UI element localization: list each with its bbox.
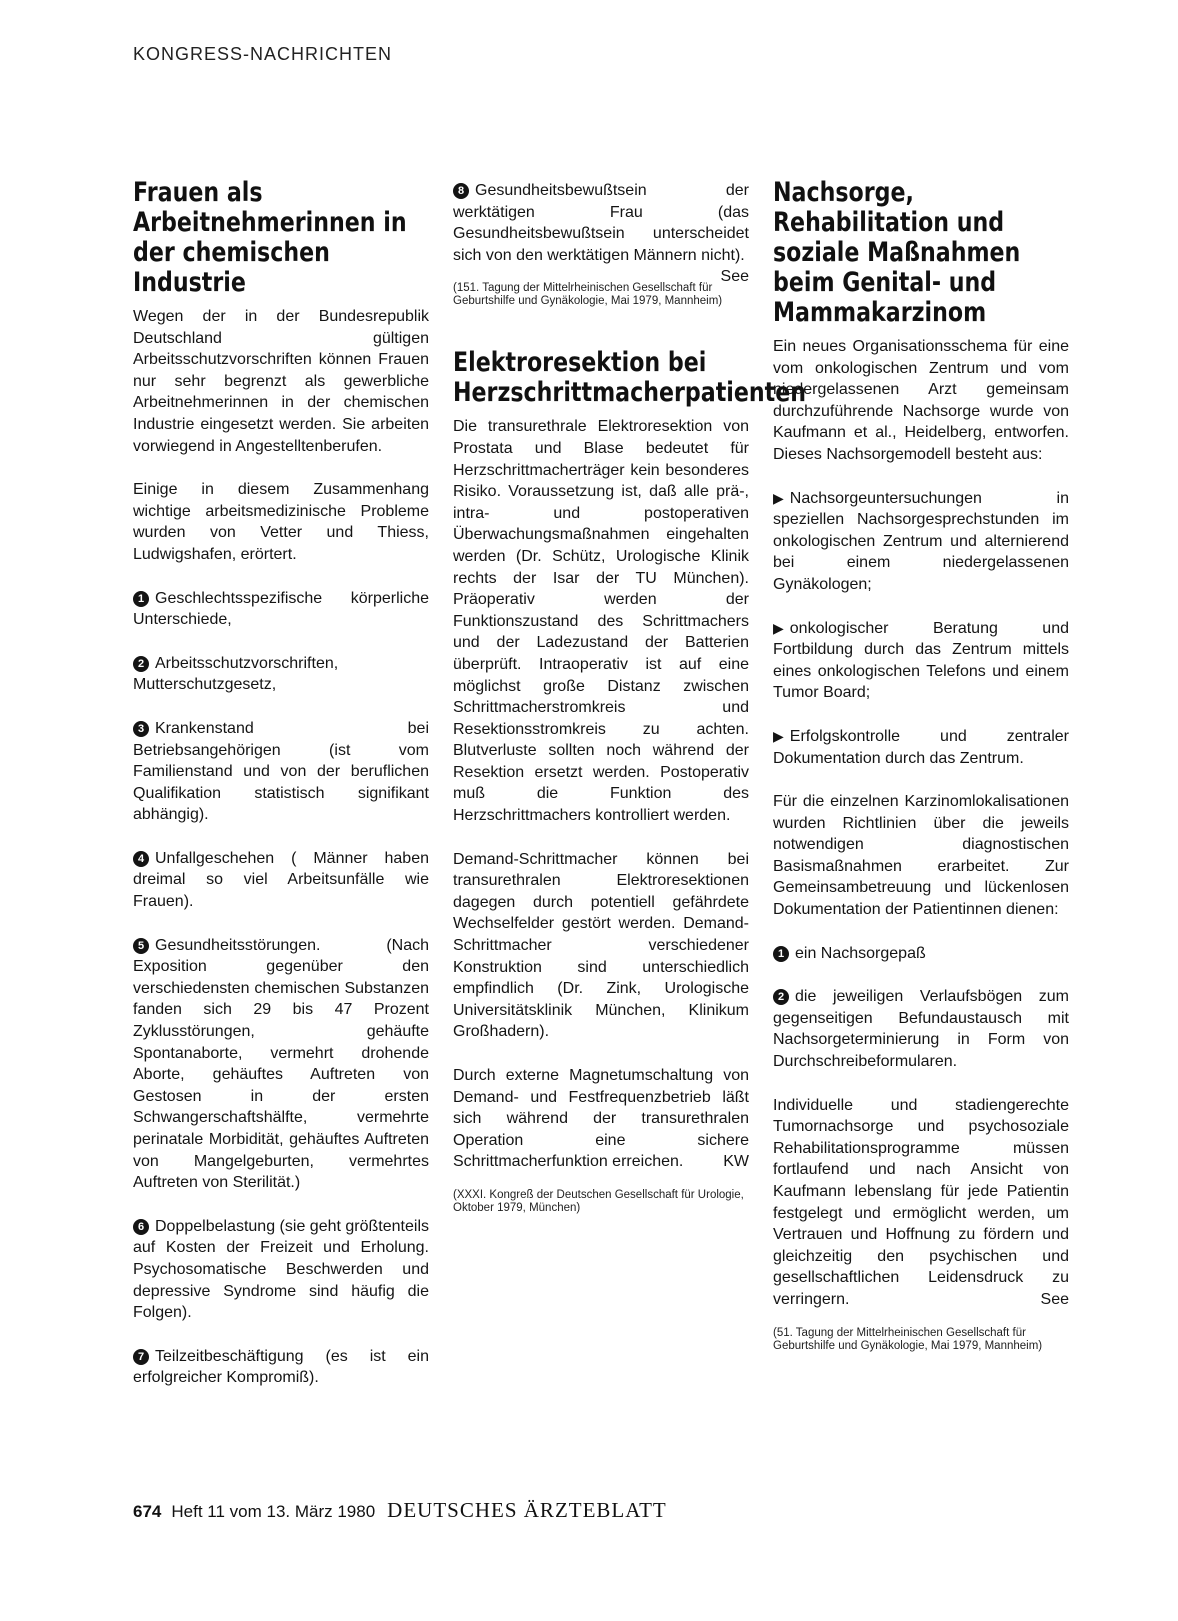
number-badge-icon: 1 xyxy=(773,946,789,962)
number-badge-icon: 8 xyxy=(453,183,469,199)
list-item-text: Krankenstand bei Betriebsangehörigen (ist vom Familienstand und von der beruflichen Qualifikation statistisch signifikant abhängig). xyxy=(133,719,429,824)
list-item-text: Gesundheitsstörungen. (Nach Exposition gegenüber den verschiedensten chemischen Substanzen fanden sich 29 bis 47 Prozent Zyklusstörungen, gehäufte Spontanaborte, vermehrt drohende Aborte, gehäuftes Auftreten von Gestosen in der ersten Schwangerschaftshälfte, vermehrte perinatale Morbidität, gehäuftes Auftreten von Mangelgeburten, vermehrtes Auftreten von Sterilität.) xyxy=(133,936,429,1192)
paragraph-text: Durch externe Magnetumschaltung von Demand- und Festfrequenzbetrieb läßt sich während der transurethralen Operation eine sichere Schrittmacherfunktion erreichen. xyxy=(453,1067,749,1171)
list-item xyxy=(133,1346,429,1389)
number-badge-icon: 2 xyxy=(773,989,789,1005)
bullet-text: onkologischer Beratung und Fortbildung durch das Zentrum mittels eines onkologischen Telefons und einem Tumor Board; xyxy=(773,619,1069,702)
list-item xyxy=(133,653,429,696)
magazine-name: DEUTSCHES ÄRZTEBLATT xyxy=(387,1498,667,1522)
article-1-paragraph-2: Einige in diesem Zusammenhang wichtige arbeitsmedizinische Probleme wurden von Vetter und Thiess, Ludwigshafen, erörtert. xyxy=(133,481,429,563)
number-badge-icon: 2 xyxy=(133,656,149,672)
list-item xyxy=(773,943,1069,965)
list-item xyxy=(133,848,429,913)
list-item xyxy=(133,1216,429,1324)
article-2-title: Elektroresektion bei Herzschrittmacherpatienten xyxy=(453,347,807,409)
article-1-title: Frauen als Arbeitnehmerinnen in der chemischen Industrie xyxy=(133,177,407,298)
bullet-text: Nachsorgeuntersuchungen in speziellen Nachsorgesprechstunden im onkologischen Zentrum und alternierend bei einem niedergelassenen Gynäkologen; xyxy=(773,489,1069,593)
article-source: (XXXI. Kongreß der Deutschen Gesellschaft für Urologie, Oktober 1979, München) xyxy=(453,1188,744,1214)
column-2 xyxy=(453,180,807,1215)
number-badge-icon: 6 xyxy=(133,1219,149,1235)
article-2-paragraph-2: Demand-Schrittmacher können bei transurethralen Elektroresektionen dagegen durch potentiell gefährdete Wechselfelder gestört werden. Demand-Schrittmacher verschiedener Konstruktion sind unterschiedlich empfindlich (Dr. Zink, Urologische Universitätsklinik München, Klinikum Großhadern). xyxy=(453,850,749,1041)
article-3-title: Nachsorge, Rehabilitation und soziale Maßnahmen beim Genital- und Mammakarzinom xyxy=(773,177,1021,328)
paragraph-text: Individuelle und stadiengerechte Tumornachsorge und psychosoziale Rehabilitationsprogramme müssen fortlaufend und nach Ansicht von Kaufmann lebenslang für jede Patientin festgelegt und ermöglicht werden, um Vertrauen und Hoffnung zu fördern und gleichzeitig den psychischen und gesellschaftlichen Leidensdruck zu verringern. xyxy=(773,1096,1069,1308)
list-item-text: Geschlechtsspezifische körperliche Unterschiede, xyxy=(133,589,429,629)
list-item-text: Arbeitsschutzvorschriften, Mutterschutzgesetz, xyxy=(133,654,339,694)
bullet-item xyxy=(773,618,1069,704)
list-item xyxy=(133,935,429,1194)
list-item-text: Teilzeitbeschäftigung (es ist ein erfolgreicher Kompromiß). xyxy=(133,1347,429,1387)
list-item xyxy=(133,588,429,631)
section-label: KONGRESS-NACHRICHTEN xyxy=(133,44,393,64)
column-3 xyxy=(773,178,1069,1353)
article-3-paragraph-2: Für die einzelnen Karzinomlokalisationen wurden Richtlinien über die jeweils notwendigen diagnostischen Basismaßnahmen erarbeitet. Zur Gemeinsambetreuung und lückenlosen Dokumentation der Patientinnen dienen: xyxy=(773,793,1069,919)
triangle-bullet-icon: ▶ xyxy=(773,727,784,744)
author-signature: KW xyxy=(723,1153,749,1171)
bullet-item xyxy=(773,488,1069,596)
triangle-bullet-icon: ▶ xyxy=(773,489,784,506)
author-signature: See xyxy=(720,268,749,286)
page-number: 674 xyxy=(133,1502,162,1521)
article-source: (51. Tagung der Mittelrheinischen Gesellschaft für Geburtshilfe und Gynäkologie, Mai 1979, Mannheim) xyxy=(773,1326,1043,1352)
article-2-paragraph-1: Die transurethrale Elektroresektion von Prostata und Blase bedeutet für Herzschrittmacherträger kein besonderes Risiko. Voraussetzung ist, daß alle prä-, intra- und postoperativen Überwachungsmaßnahmen eingehalten werden (Dr. Schütz, Urologische Klinik rechts der Isar der TU München). Präoperativ werden der Funktionszustand des Schrittmachers und der Ladezustand der Batterien überprüft. Intraoperativ ist auf eine möglichst große Distanz zwischen Schrittmacherstromkreis und Resektionsstromkreis zu achten. Blutverluste sollten noch während der Resektion ersetzt werden. Postoperativ muß die Funktion des Herzschrittmachers kontrolliert werden. xyxy=(453,418,749,825)
article-3-paragraph-3 xyxy=(773,1095,1069,1311)
list-item xyxy=(773,986,1069,1072)
page-footer xyxy=(133,1498,667,1523)
author-signature: See xyxy=(1040,1290,1069,1308)
list-item xyxy=(453,180,749,286)
number-badge-icon: 5 xyxy=(133,938,149,954)
bullet-text: Erfolgskontrolle und zentraler Dokumentation durch das Zentrum. xyxy=(773,727,1069,767)
article-3-paragraph-1: Ein neues Organisationsschema für eine vom onkologischen Zentrum und vom niedergelassenen Arzt gemeinsam durchzuführende Nachsorge wurde von Kaufmann et al., Heidelberg, entworfen. Dieses Nachsorgemodell besteht aus: xyxy=(773,338,1069,463)
article-1-paragraph-1: Wegen der in der Bundesrepublik Deutschland gültigen Arbeitsschutzvorschriften können Frauen nur sehr begrenzt als gewerbliche Arbeitnehmerinnen in der chemischen Industrie eingesetzt werden. Sie arbeiten vorwiegend in Angestelltenberufen. xyxy=(133,308,429,455)
list-item xyxy=(133,718,429,826)
number-badge-icon: 3 xyxy=(133,721,149,737)
list-item-text: die jeweiligen Verlaufsbögen zum gegenseitigen Befundaustausch mit Nachsorgeterminierung in Form von Durchschreibeformularen. xyxy=(773,988,1069,1071)
list-item-text: Unfallgeschehen ( Männer haben dreimal so viel Arbeitsunfälle wie Frauen). xyxy=(133,849,429,911)
column-1 xyxy=(133,178,429,1411)
list-item-text: Gesundheitsbewußtsein der werktätigen Frau (das Gesundheitsbewußtsein unterscheidet sich von den werktätigen Männern nicht). xyxy=(453,182,749,264)
number-badge-icon: 1 xyxy=(133,591,149,607)
number-badge-icon: 7 xyxy=(133,1349,149,1365)
number-badge-icon: 4 xyxy=(133,851,149,867)
list-item-text: ein Nachsorgepaß xyxy=(795,944,926,962)
triangle-bullet-icon: ▶ xyxy=(773,619,784,636)
article-2-paragraph-3 xyxy=(453,1065,749,1173)
article-source: (151. Tagung der Mittelrheinischen Gesellschaft für Geburtshilfe und Gynäkologie, Mai 1979, Mannheim) xyxy=(453,282,723,308)
bullet-item xyxy=(773,726,1069,769)
list-item-text: Doppelbelastung (sie geht größtenteils auf Kosten der Freizeit und Erholung. Psychosomatische Beschwerden und depressive Syndrome sind häufig die Folgen). xyxy=(133,1217,429,1322)
issue-info: Heft 11 vom 13. März 1980 xyxy=(171,1502,376,1521)
